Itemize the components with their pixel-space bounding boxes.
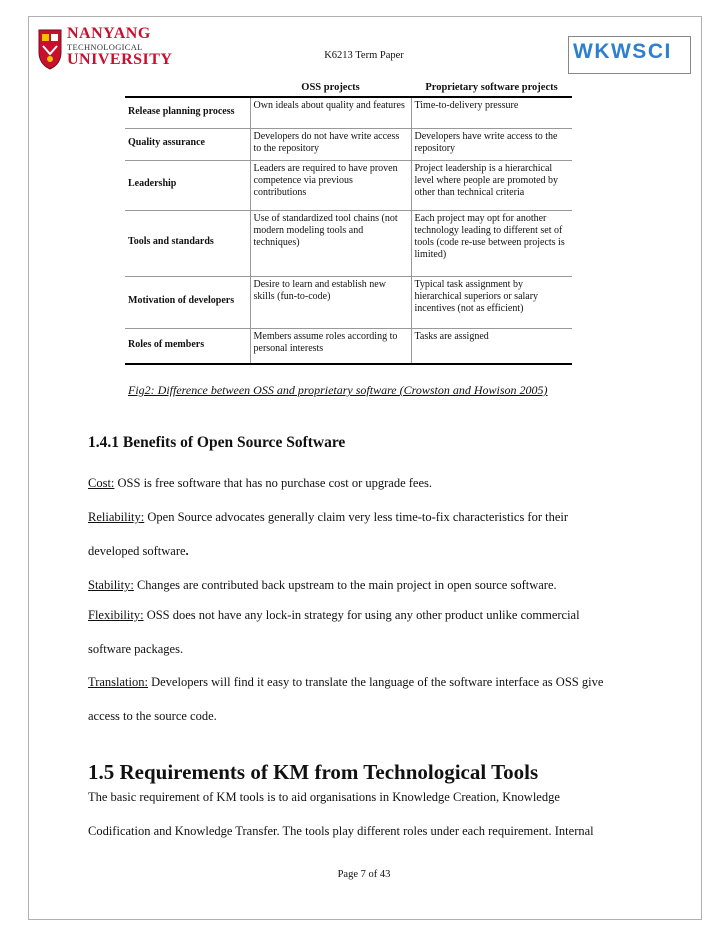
flexibility-paragraph xyxy=(88,608,580,623)
table-header-oss: OSS projects xyxy=(250,82,411,97)
reliability-text-end: . xyxy=(185,544,189,558)
flexibility-text-1: OSS does not have any lock-in strategy for using any other product unlike commercial xyxy=(143,608,580,622)
wkwsci-logo xyxy=(568,36,691,74)
flexibility-paragraph-cont xyxy=(88,642,183,657)
flexibility-text-2: software packages. xyxy=(88,642,184,656)
reliability-paragraph xyxy=(88,510,568,525)
table-row xyxy=(125,128,572,160)
ntu-logo-line1: NANYANG xyxy=(67,25,151,42)
flexibility-label: Flexibility: xyxy=(88,608,144,622)
translation-text-1: Developers will find it easy to translate the language of the software interface as OSS give xyxy=(147,675,604,689)
translation-text-2: access to the source code. xyxy=(88,709,217,723)
oss-cell: Leaders are required to have proven competence via previous contributions xyxy=(250,160,411,210)
section-heading-1-4-1: 1.4.1 Benefits of Open Source Software xyxy=(88,434,346,451)
header-title: K6213 Term Paper xyxy=(324,50,404,61)
section-1-5-line-1: The basic requirement of KM tools is to aid organisations in Knowledge Creation, Knowledge xyxy=(88,790,560,804)
oss-cell: Own ideals about quality and features xyxy=(250,97,411,128)
section-heading-1-5: 1.5 Requirements of KM from Technological Tools xyxy=(88,760,539,784)
cost-paragraph xyxy=(88,476,432,491)
proprietary-cell: Each project may opt for another technology leading to different set of tools (code re-use between projects is limited) xyxy=(411,210,572,276)
table-row xyxy=(125,160,572,210)
stability-label: Stability: xyxy=(88,578,134,592)
comparison-table xyxy=(125,82,572,365)
figure-caption: Fig2: Difference between OSS and proprietary software (Crowston and Howison 2005) xyxy=(128,383,548,397)
row-label: Leadership xyxy=(125,160,250,210)
proprietary-cell: Developers have write access to the repository xyxy=(411,128,572,160)
reliability-label: Reliability: xyxy=(88,510,145,524)
cost-text: OSS is free software that has no purchase cost or upgrade fees. xyxy=(114,476,433,490)
row-label: Release planning process xyxy=(125,97,250,128)
proprietary-cell: Tasks are assigned xyxy=(411,328,572,364)
proprietary-cell: Project leadership is a hierarchical level where people are promoted by other than technical criteria xyxy=(411,160,572,210)
proprietary-cell: Time-to-delivery pressure xyxy=(411,97,572,128)
table-row xyxy=(125,97,572,128)
page-footer: Page 7 of 43 xyxy=(337,869,391,880)
row-label: Quality assurance xyxy=(125,128,250,160)
table-header-empty xyxy=(125,82,250,97)
oss-cell: Developers do not have write access to the repository xyxy=(250,128,411,160)
proprietary-cell: Typical task assignment by hierarchical superiors or salary incentives (not as efficient) xyxy=(411,276,572,328)
stability-paragraph xyxy=(88,578,557,593)
oss-cell: Use of standardized tool chains (not modern modeling tools and techniques) xyxy=(250,210,411,276)
table-row xyxy=(125,210,572,276)
row-label: Tools and standards xyxy=(125,210,250,276)
table-header-proprietary: Proprietary software projects xyxy=(411,82,572,97)
reliability-text-2: developed software xyxy=(88,544,186,558)
row-label: Motivation of developers xyxy=(125,276,250,328)
translation-paragraph xyxy=(88,675,603,690)
translation-label: Translation: xyxy=(88,675,148,689)
cost-label: Cost: xyxy=(88,476,115,490)
ntu-logo-line2: TECHNOLOGICAL xyxy=(67,42,143,52)
stability-text: Changes are contributed back upstream to the main project in open source software. xyxy=(133,578,557,592)
section-1-5-line-2: Codification and Knowledge Transfer. The tools play different roles under each requirement. Internal xyxy=(88,824,594,838)
table-row xyxy=(125,276,572,328)
table-header-row xyxy=(125,82,572,97)
oss-cell: Members assume roles according to personal interests xyxy=(250,328,411,364)
reliability-paragraph-cont xyxy=(88,544,189,559)
ntu-logo-line3: UNIVERSITY xyxy=(67,51,173,68)
translation-paragraph-cont xyxy=(88,709,217,724)
wkwsci-logo-text: WKWSCI xyxy=(573,40,672,63)
ntu-crest-icon xyxy=(37,28,63,70)
row-label: Roles of members xyxy=(125,328,250,364)
oss-cell: Desire to learn and establish new skills (fun-to-code) xyxy=(250,276,411,328)
reliability-text-1: Open Source advocates generally claim very less time-to-fix characteristics for their xyxy=(144,510,569,524)
table-row xyxy=(125,328,572,364)
